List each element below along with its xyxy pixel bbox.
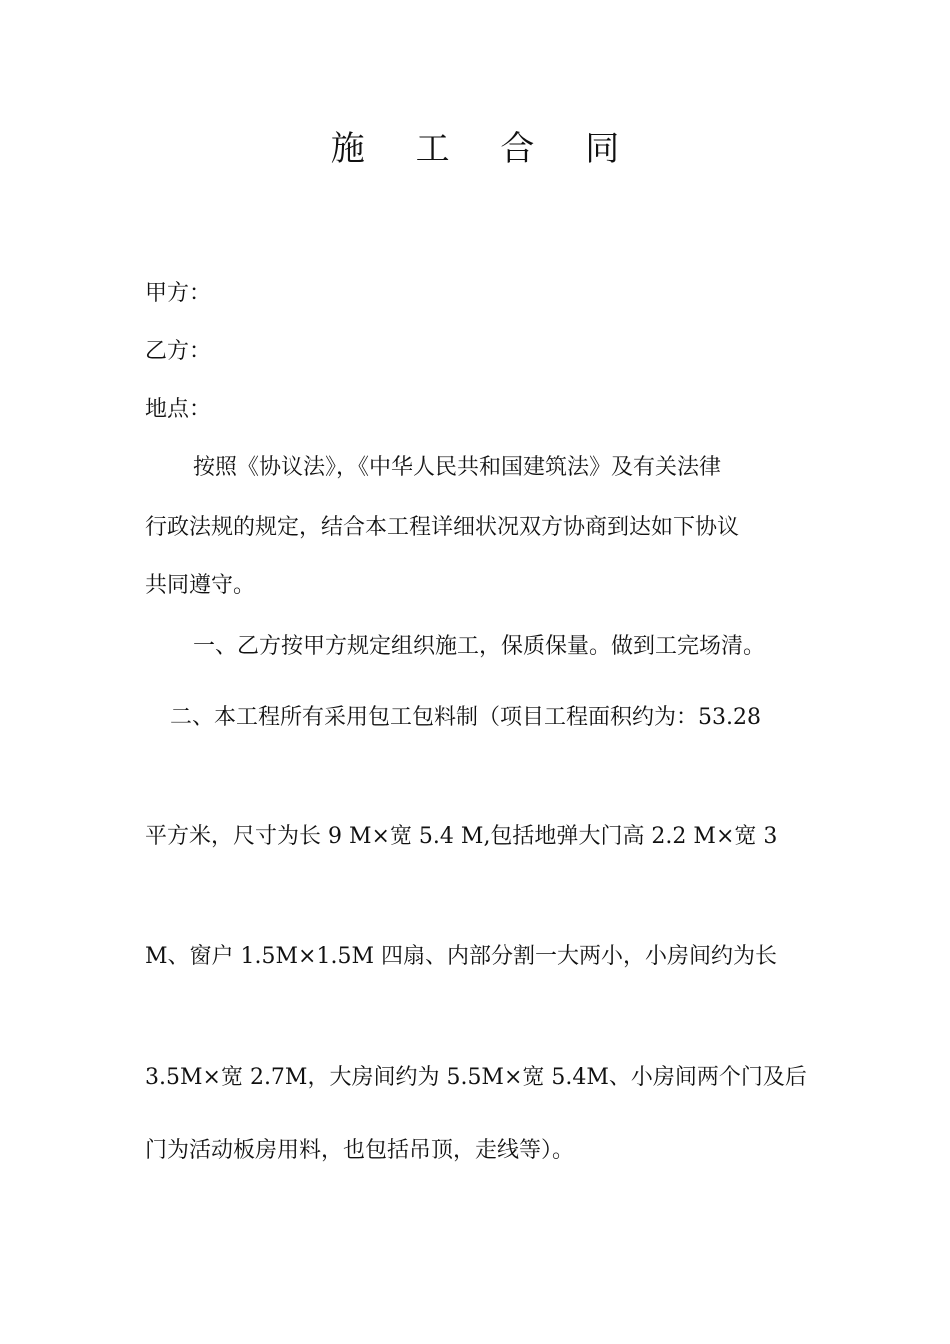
location-label: 地点： <box>145 397 212 422</box>
party-b-label: 乙方： <box>145 339 212 364</box>
clause-2-line-1: 二、本工程所有采用包工包料制（项目工程面积约为：53.28 <box>170 705 761 730</box>
clause-2-line-3: M、窗户 1.5M×1.5M 四扇、内部分割一大两小，小房间约为长 <box>145 944 777 969</box>
party-a-label: 甲方： <box>145 281 212 306</box>
clause-2-line-5: 门为活动板房用料，也包括吊顶，走线等）。 <box>145 1138 575 1163</box>
intro-line-1: 按照《协议法》，《中华人民共和国建筑法》及有关法律 <box>193 455 722 480</box>
clause-2-line-2: 平方米，尺寸为长 9 M×宽 5.4 M,包括地弹大门高 2.2 M×宽 3 <box>145 824 778 849</box>
intro-line-3: 共同遵守。 <box>145 573 256 598</box>
clause-1: 一、乙方按甲方规定组织施工，保质保量。做到工完场清。 <box>193 634 766 659</box>
contract-title: 施 工 合 同 <box>330 129 640 169</box>
clause-2-line-4: 3.5M×宽 2.7M，大房间约为 5.5M×宽 5.4M、小房间两个门及后 <box>145 1065 807 1090</box>
intro-line-2: 行政法规的规定，结合本工程详细状况双方协商到达如下协议 <box>145 515 740 540</box>
